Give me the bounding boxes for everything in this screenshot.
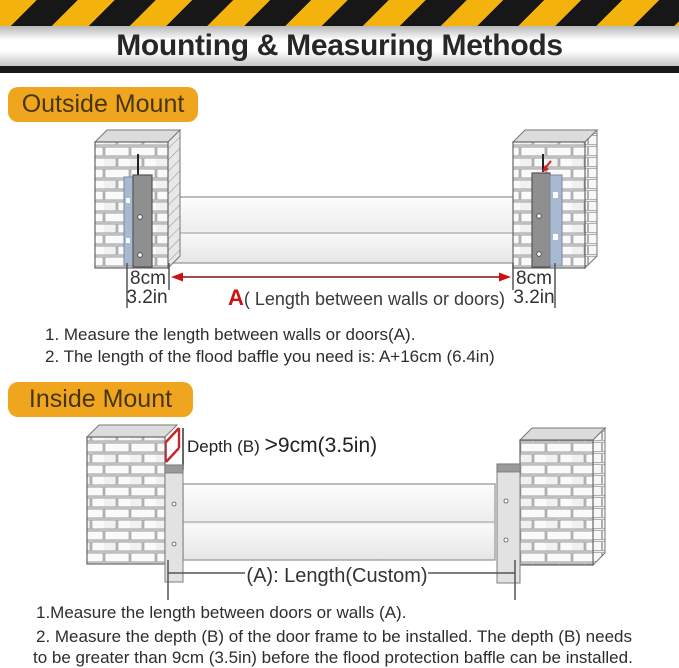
mounting-bracket-right: [497, 464, 520, 583]
brick-pillar-left: [87, 425, 183, 582]
screw-icon: [537, 252, 542, 257]
screw-icon: [138, 253, 143, 258]
inside-mount-diagram: [0, 420, 679, 602]
label-a: A: [228, 285, 244, 310]
mounting-bracket-left: [133, 175, 152, 267]
hazard-tape-banner: [0, 0, 679, 26]
inside-step-2-line2: to be greater than 9cm (3.5in) before the flood protection baffle can be installed.: [33, 648, 633, 667]
length-arrow-label: [228, 285, 505, 310]
screw-icon: [172, 542, 176, 546]
outside-mount-diagram: [0, 124, 679, 320]
inside-mount-badge-label: Inside Mount: [28, 385, 173, 413]
seal-strip-left: [124, 177, 133, 266]
depth-label-text: Depth (B): [187, 437, 265, 456]
page-title: Mounting & Measuring Methods: [116, 29, 563, 62]
seal-strip-right: [550, 175, 562, 266]
dim-left-cm: 8cm: [130, 268, 166, 289]
inside-step-1: 1.Measure the length between doors or walls (A).: [36, 603, 407, 622]
flood-barrier-panel: [183, 484, 495, 560]
screw-icon: [537, 214, 542, 219]
dim-right-cm: 8cm: [516, 268, 552, 289]
label-a-rest: ( Length between walls or doors): [243, 289, 506, 309]
length-dimension: [168, 560, 515, 600]
outside-step-1: 1. Measure the length between walls or doors(A).: [45, 325, 416, 344]
depth-label: [187, 431, 377, 457]
depth-value: 9cm(3.5in): [277, 434, 378, 457]
screw-icon: [504, 538, 508, 542]
outside-mount-badge-label: Outside Mount: [21, 90, 185, 118]
greater-than-sign: >: [264, 431, 278, 457]
dim-left-in: 3.2in: [126, 287, 168, 308]
brick-pillar-left: [95, 130, 180, 268]
brick-pillar-right: [513, 130, 597, 268]
flood-barrier-panel: [152, 197, 532, 263]
screw-icon: [504, 499, 508, 503]
screw-icon: [172, 502, 176, 506]
width-dimension-arrow: [171, 273, 511, 282]
outside-step-2: 2. The length of the flood baffle you need is: A+16cm (6.4in): [45, 347, 495, 366]
dim-right-in: 3.2in: [513, 287, 555, 308]
inside-step-2-line1: 2. Measure the depth (B) of the door frame to be installed. The depth (B) needs: [36, 627, 632, 646]
length-label: (A): Length(Custom): [246, 565, 428, 587]
mounting-bracket-right: [532, 173, 550, 267]
brick-pillar-right: [497, 428, 605, 583]
outside-mount-badge: [8, 87, 198, 122]
inside-mount-badge: [8, 382, 193, 417]
title-banner: [0, 26, 679, 73]
screw-icon: [138, 215, 143, 220]
